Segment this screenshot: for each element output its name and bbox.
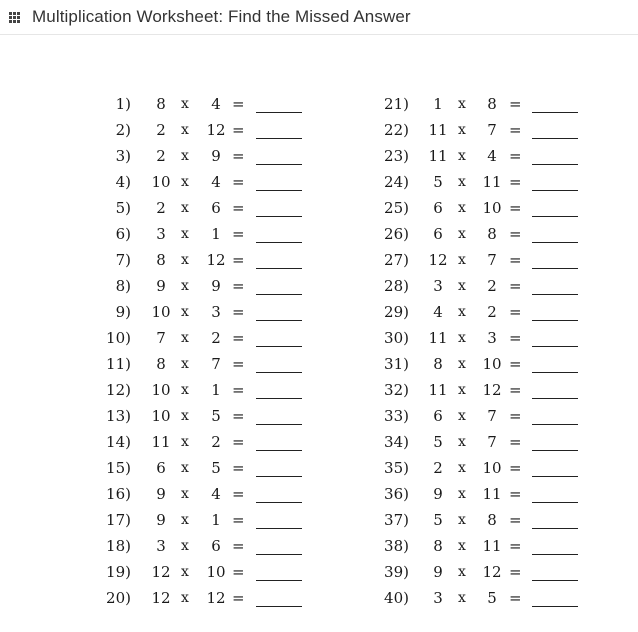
factor-b: 5 [211,407,221,425]
problem-number: 26) [384,225,409,243]
problem-number: 31) [384,355,409,373]
factor-b: 4 [487,147,497,165]
problem-number: 32) [384,381,409,399]
factor-a: 8 [156,251,166,269]
problem-row [0,118,638,144]
equals-sign: = [232,485,245,503]
factor-b: 4 [211,95,221,113]
multiply-sign: x [181,564,189,580]
multiply-sign: x [458,590,466,606]
problem-row [0,482,638,508]
problem-number: 2) [115,121,131,139]
multiply-sign: x [458,278,466,294]
factor-a: 8 [433,355,443,373]
problem-row [0,378,638,404]
factor-a: 10 [151,173,171,191]
multiply-sign: x [181,304,189,320]
problem-row [0,326,638,352]
factor-a: 2 [156,147,166,165]
factor-a: 8 [156,355,166,373]
factor-a: 12 [151,563,171,581]
multiply-sign: x [181,460,189,476]
factor-a: 12 [428,251,448,269]
factor-a: 11 [428,121,448,139]
problem-number: 8) [115,277,131,295]
answer-blank[interactable] [532,372,578,373]
problem-number: 1) [115,95,131,113]
factor-a: 3 [156,225,166,243]
multiply-sign: x [458,538,466,554]
equals-sign: = [232,173,245,191]
equals-sign: = [232,563,245,581]
multiply-sign: x [458,330,466,346]
problem-number: 19) [106,563,131,581]
equals-sign: = [509,173,522,191]
equals-sign: = [509,485,522,503]
factor-a: 11 [428,329,448,347]
answer-blank[interactable] [532,528,578,529]
problem-number: 17) [106,511,131,529]
problem-number: 4) [115,173,131,191]
equals-sign: = [232,147,245,165]
factor-b: 2 [487,277,497,295]
problem-number: 25) [384,199,409,217]
answer-blank[interactable] [532,398,578,399]
equals-sign: = [509,329,522,347]
equals-sign: = [509,407,522,425]
factor-a: 4 [433,303,443,321]
problem-number: 37) [384,511,409,529]
factor-b: 5 [211,459,221,477]
problem-row [0,196,638,222]
factor-b: 4 [211,485,221,503]
multiply-sign: x [181,434,189,450]
factor-b: 7 [487,251,497,269]
multiply-sign: x [458,226,466,242]
multiply-sign: x [458,408,466,424]
multiply-sign: x [458,96,466,112]
factor-a: 6 [433,225,443,243]
problem-number: 11) [106,355,131,373]
equals-sign: = [232,355,245,373]
problem-number: 12) [106,381,131,399]
equals-sign: = [509,95,522,113]
equals-sign: = [232,199,245,217]
multiply-sign: x [458,200,466,216]
multiply-sign: x [181,512,189,528]
factor-b: 4 [211,173,221,191]
multiply-sign: x [181,148,189,164]
multiply-sign: x [458,148,466,164]
problem-row [0,404,638,430]
factor-b: 11 [482,485,502,503]
answer-blank[interactable] [532,294,578,295]
factor-b: 6 [211,537,221,555]
multiply-sign: x [181,226,189,242]
multiply-sign: x [181,174,189,190]
answer-blank[interactable] [532,606,578,607]
equals-sign: = [232,511,245,529]
equals-sign: = [509,303,522,321]
equals-sign: = [509,277,522,295]
factor-a: 5 [433,173,443,191]
problem-number: 29) [384,303,409,321]
factor-b: 12 [206,251,226,269]
factor-a: 6 [156,459,166,477]
factor-b: 3 [211,303,221,321]
problem-number: 20) [106,589,131,607]
factor-b: 10 [482,459,502,477]
factor-a: 10 [151,303,171,321]
equals-sign: = [232,303,245,321]
equals-sign: = [509,355,522,373]
factor-a: 10 [151,381,171,399]
answer-blank[interactable] [532,554,578,555]
problem-row [0,430,638,456]
factor-a: 2 [433,459,443,477]
factor-a: 9 [433,563,443,581]
factor-b: 1 [211,381,221,399]
multiply-sign: x [458,382,466,398]
multiply-sign: x [458,434,466,450]
problem-number: 35) [384,459,409,477]
problem-row [0,144,638,170]
factor-b: 7 [487,433,497,451]
factor-a: 9 [156,277,166,295]
factor-b: 12 [482,563,502,581]
factor-a: 3 [156,537,166,555]
equals-sign: = [232,433,245,451]
multiply-sign: x [458,174,466,190]
factor-b: 7 [487,407,497,425]
equals-sign: = [509,459,522,477]
problem-number: 5) [115,199,131,217]
answer-blank[interactable] [532,450,578,451]
answer-blank[interactable] [532,502,578,503]
factor-b: 9 [211,277,221,295]
factor-a: 2 [156,121,166,139]
factor-b: 1 [211,511,221,529]
answer-blank[interactable] [532,242,578,243]
problem-number: 23) [384,147,409,165]
equals-sign: = [509,225,522,243]
problem-number: 13) [106,407,131,425]
answer-blank[interactable] [532,216,578,217]
factor-b: 8 [487,225,497,243]
factor-b: 10 [482,199,502,217]
factor-a: 5 [433,511,443,529]
factor-b: 1 [211,225,221,243]
factor-b: 2 [487,303,497,321]
answer-blank[interactable] [532,190,578,191]
answer-blank[interactable] [532,346,578,347]
problem-number: 30) [384,329,409,347]
multiply-sign: x [181,590,189,606]
factor-b: 9 [211,147,221,165]
equals-sign: = [509,589,522,607]
factor-a: 6 [433,407,443,425]
equals-sign: = [509,147,522,165]
factor-a: 2 [156,199,166,217]
answer-blank[interactable] [532,580,578,581]
answer-blank[interactable] [532,476,578,477]
multiply-sign: x [458,460,466,476]
problem-row [0,534,638,560]
factor-a: 1 [433,95,443,113]
answer-blank[interactable] [532,268,578,269]
problem-number: 14) [106,433,131,451]
equals-sign: = [232,329,245,347]
multiply-sign: x [458,252,466,268]
problem-row [0,222,638,248]
multiply-sign: x [458,486,466,502]
problem-number: 39) [384,563,409,581]
factor-a: 9 [156,485,166,503]
multiply-sign: x [458,304,466,320]
factor-a: 5 [433,433,443,451]
problem-row [0,92,638,118]
factor-b: 10 [206,563,226,581]
problem-number: 18) [106,537,131,555]
page-title: Multiplication Worksheet: Find the Missed Answer [32,7,411,26]
equals-sign: = [232,537,245,555]
factor-b: 7 [487,121,497,139]
multiply-sign: x [181,252,189,268]
problem-number: 33) [384,407,409,425]
answer-blank[interactable] [532,112,578,113]
equals-sign: = [232,381,245,399]
problem-row [0,170,638,196]
multiply-sign: x [181,486,189,502]
problem-row [0,560,638,586]
equals-sign: = [509,511,522,529]
factor-b: 3 [487,329,497,347]
problem-number: 10) [106,329,131,347]
grid-icon [9,12,21,24]
multiply-sign: x [181,330,189,346]
factor-a: 8 [433,537,443,555]
problem-row [0,508,638,534]
problem-number: 21) [384,95,409,113]
factor-a: 10 [151,407,171,425]
problem-number: 34) [384,433,409,451]
worksheet-header [0,0,638,35]
multiply-sign: x [458,122,466,138]
factor-a: 9 [433,485,443,503]
problem-number: 6) [115,225,131,243]
equals-sign: = [232,95,245,113]
multiply-sign: x [181,96,189,112]
equals-sign: = [509,563,522,581]
problem-number: 22) [384,121,409,139]
equals-sign: = [232,225,245,243]
factor-b: 5 [487,589,497,607]
answer-blank[interactable] [532,424,578,425]
factor-a: 9 [156,511,166,529]
equals-sign: = [509,121,522,139]
equals-sign: = [509,199,522,217]
problem-number: 24) [384,173,409,191]
problem-number: 7) [115,251,131,269]
answer-blank[interactable] [532,138,578,139]
problem-number: 28) [384,277,409,295]
equals-sign: = [509,381,522,399]
multiply-sign: x [181,200,189,216]
problem-number: 40) [384,589,409,607]
multiply-sign: x [458,356,466,372]
problem-number: 38) [384,537,409,555]
equals-sign: = [232,459,245,477]
multiply-sign: x [458,512,466,528]
factor-a: 11 [151,433,171,451]
factor-a: 3 [433,277,443,295]
factor-b: 8 [487,95,497,113]
multiply-sign: x [181,538,189,554]
factor-b: 12 [206,589,226,607]
factor-b: 11 [482,537,502,555]
equals-sign: = [232,251,245,269]
problem-row [0,456,638,482]
problem-number: 36) [384,485,409,503]
equals-sign: = [232,277,245,295]
factor-a: 3 [433,589,443,607]
factor-a: 12 [151,589,171,607]
factor-b: 2 [211,329,221,347]
factor-a: 7 [156,329,166,347]
equals-sign: = [509,433,522,451]
problem-row [0,274,638,300]
multiply-sign: x [181,382,189,398]
equals-sign: = [509,251,522,269]
problem-row [0,586,638,612]
factor-a: 8 [156,95,166,113]
problem-number: 3) [115,147,131,165]
multiply-sign: x [181,122,189,138]
factor-b: 6 [211,199,221,217]
factor-b: 7 [211,355,221,373]
problem-row [0,300,638,326]
factor-a: 11 [428,147,448,165]
problem-number: 27) [384,251,409,269]
equals-sign: = [509,537,522,555]
factor-b: 12 [482,381,502,399]
answer-blank[interactable] [532,320,578,321]
problem-row [0,248,638,274]
equals-sign: = [232,407,245,425]
factor-b: 11 [482,173,502,191]
problem-number: 9) [115,303,131,321]
multiply-sign: x [181,278,189,294]
answer-blank[interactable] [532,164,578,165]
factor-b: 12 [206,121,226,139]
problem-row [0,352,638,378]
factor-b: 10 [482,355,502,373]
equals-sign: = [232,121,245,139]
multiply-sign: x [181,356,189,372]
factor-b: 8 [487,511,497,529]
factor-a: 11 [428,381,448,399]
factor-a: 6 [433,199,443,217]
multiply-sign: x [181,408,189,424]
problem-number: 15) [106,459,131,477]
problem-number: 16) [106,485,131,503]
equals-sign: = [232,589,245,607]
factor-b: 2 [211,433,221,451]
multiply-sign: x [458,564,466,580]
